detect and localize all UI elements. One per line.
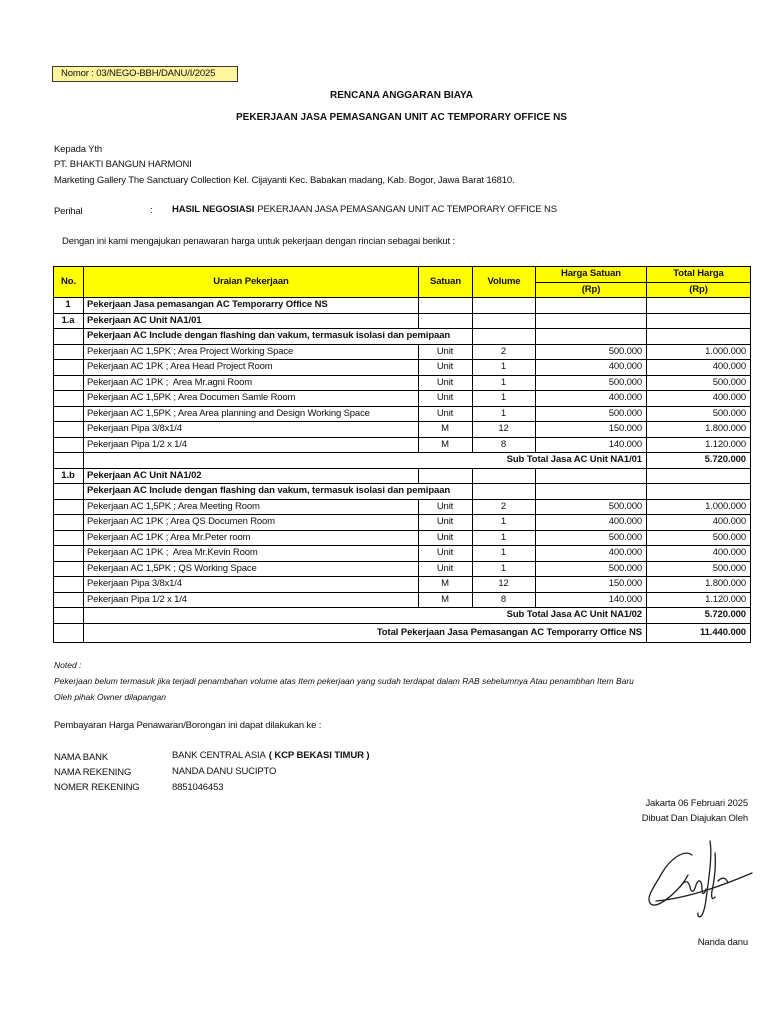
bank-name: BANK CENTRAL ASIA <box>172 750 266 761</box>
subject-highlight: HASIL NEGOSIASI <box>172 204 255 215</box>
empty-cell <box>54 422 84 438</box>
item-unit-price: 400.000 <box>536 515 647 531</box>
group-row <box>54 313 751 329</box>
empty-cell <box>54 623 84 642</box>
recipient-address: Marketing Gallery The Sanctuary Collection Kel. Cijayanti Kec. Babakan madang, Kab. Bogor, Jawa Barat 16810. <box>54 175 515 186</box>
document-title: RENCANA ANGGARAN BIAYA <box>330 90 473 101</box>
col-header-unit: Satuan <box>419 267 473 298</box>
item-description: Pekerjaan Pipa 1/2 x 1/4 <box>84 592 419 608</box>
item-row <box>54 515 751 531</box>
account-name: NANDA DANU SUCIPTO <box>172 766 277 777</box>
empty-cell <box>54 484 84 500</box>
item-unit: Unit <box>419 344 473 360</box>
item-unit-price: 150.000 <box>536 422 647 438</box>
item-total-price: 500.000 <box>647 375 751 391</box>
col-header-total-price: Total Harga <box>647 267 751 283</box>
empty-cell <box>54 344 84 360</box>
item-unit: Unit <box>419 546 473 562</box>
empty-cell <box>473 313 536 329</box>
col-header-volume: Volume <box>473 267 536 298</box>
empty-cell <box>54 546 84 562</box>
subtotal-row <box>54 453 751 469</box>
item-unit-price: 500.000 <box>536 561 647 577</box>
subject-value <box>172 204 557 216</box>
item-total-price: 1.000.000 <box>647 344 751 360</box>
item-row <box>54 561 751 577</box>
item-total-price: 400.000 <box>647 515 751 531</box>
col-header-no: No. <box>54 267 84 298</box>
item-unit-price: 140.000 <box>536 592 647 608</box>
empty-cell <box>419 298 473 314</box>
item-volume: 12 <box>473 422 536 438</box>
empty-cell <box>473 468 536 484</box>
item-unit-price: 500.000 <box>536 344 647 360</box>
subtotal-label: Sub Total Jasa AC Unit NA1/01 <box>84 453 647 469</box>
group-no: 1.b <box>54 468 84 484</box>
document-number-box <box>52 66 238 82</box>
empty-cell <box>54 329 84 345</box>
group-note-row <box>54 329 751 345</box>
item-row <box>54 530 751 546</box>
cost-estimate-table <box>53 266 751 643</box>
section-no: 1 <box>54 298 84 314</box>
notes-label: Noted : <box>54 660 82 670</box>
item-unit: Unit <box>419 561 473 577</box>
item-unit-price: 500.000 <box>536 499 647 515</box>
group-title: Pekerjaan AC Unit NA1/01 <box>84 313 419 329</box>
empty-cell <box>419 313 473 329</box>
group-title: Pekerjaan AC Unit NA1/02 <box>84 468 419 484</box>
item-volume: 8 <box>473 592 536 608</box>
bank-label: NAMA BANK <box>54 752 109 763</box>
col-header-unit-price: Harga Satuan <box>536 267 647 283</box>
item-unit-price: 500.000 <box>536 406 647 422</box>
item-total-price: 1.800.000 <box>647 422 751 438</box>
item-volume: 1 <box>473 546 536 562</box>
empty-cell <box>54 530 84 546</box>
item-description: Pekerjaan AC 1,5PK ; Area Area planning and Design Working Space <box>84 406 419 422</box>
group-note-row <box>54 484 751 500</box>
col-header-total-price-currency: (Rp) <box>647 282 751 298</box>
empty-cell <box>54 453 84 469</box>
empty-cell <box>473 298 536 314</box>
subtotal-value: 5.720.000 <box>647 453 751 469</box>
item-volume: 2 <box>473 499 536 515</box>
item-unit-price: 400.000 <box>536 546 647 562</box>
signature-stroke <box>649 853 692 905</box>
item-unit: M <box>419 422 473 438</box>
item-volume: 1 <box>473 375 536 391</box>
item-row <box>54 375 751 391</box>
payment-intro: Pembayaran Harga Penawaran/Borongan ini dapat dilakukan ke : <box>54 720 322 731</box>
recipient-salutation: Kepada Yth <box>54 144 102 155</box>
account-number-label: NOMER REKENING <box>54 782 140 793</box>
item-total-price: 1.000.000 <box>647 499 751 515</box>
item-total-price: 1.120.000 <box>647 437 751 453</box>
item-row <box>54 391 751 407</box>
item-unit-price: 400.000 <box>536 391 647 407</box>
col-header-unit-price-currency: (Rp) <box>536 282 647 298</box>
empty-cell <box>647 484 751 500</box>
subtotal-value: 5.720.000 <box>647 608 751 624</box>
subject-separator: : <box>150 205 153 216</box>
empty-cell <box>54 437 84 453</box>
item-row <box>54 344 751 360</box>
empty-cell <box>536 468 647 484</box>
item-volume: 1 <box>473 391 536 407</box>
empty-cell <box>419 468 473 484</box>
item-volume: 1 <box>473 406 536 422</box>
empty-cell <box>54 375 84 391</box>
item-unit-price: 150.000 <box>536 577 647 593</box>
empty-cell <box>54 561 84 577</box>
item-total-price: 500.000 <box>647 530 751 546</box>
empty-cell <box>54 592 84 608</box>
bank-branch: ( KCP BEKASI TIMUR ) <box>268 750 370 761</box>
signature-stroke <box>698 841 711 917</box>
item-total-price: 500.000 <box>647 406 751 422</box>
empty-cell <box>54 499 84 515</box>
item-total-price: 500.000 <box>647 561 751 577</box>
item-description: Pekerjaan AC 1PK ; Area QS Documen Room <box>84 515 419 531</box>
signature-stroke <box>712 853 716 899</box>
item-total-price: 400.000 <box>647 360 751 376</box>
empty-cell <box>647 468 751 484</box>
item-volume: 12 <box>473 577 536 593</box>
section-row <box>54 298 751 314</box>
empty-cell <box>54 577 84 593</box>
notes-line: Oleh pihak Owner dilapangan <box>54 692 166 702</box>
item-unit: Unit <box>419 360 473 376</box>
item-unit-price: 140.000 <box>536 437 647 453</box>
empty-cell <box>54 391 84 407</box>
col-header-description: Uraian Pekerjaan <box>84 267 419 298</box>
item-unit: Unit <box>419 515 473 531</box>
item-unit: Unit <box>419 391 473 407</box>
item-description: Pekerjaan AC 1,5PK ; Area Project Working Space <box>84 344 419 360</box>
item-description: Pekerjaan AC 1PK ; Area Mr.Kevin Room <box>84 546 419 562</box>
empty-cell <box>54 360 84 376</box>
item-description: Pekerjaan Pipa 3/8x1/4 <box>84 577 419 593</box>
section-description: Pekerjaan Jasa pemasangan AC Temporarry Office NS <box>84 298 419 314</box>
item-description: Pekerjaan Pipa 1/2 x 1/4 <box>84 437 419 453</box>
submitted-by: Dibuat Dan Diajukan Oleh <box>641 813 748 824</box>
item-row <box>54 499 751 515</box>
notes-line: Pekerjaan belum termasuk jika terjadi penambahan volume atas Item pekerjaan yang sudah terdapat dalam RAB sebelumnya Atau penambhan Item Baru <box>54 676 634 686</box>
item-volume: 2 <box>473 344 536 360</box>
subject-text: PEKERJAAN JASA PEMASANGAN UNIT AC TEMPORARY OFFICE NS <box>257 204 557 215</box>
grand-total-label: Total Pekerjaan Jasa Pemasangan AC Temporarry Office NS <box>84 623 647 642</box>
empty-cell <box>536 298 647 314</box>
item-unit: M <box>419 437 473 453</box>
subtotal-label: Sub Total Jasa AC Unit NA1/02 <box>84 608 647 624</box>
item-volume: 1 <box>473 515 536 531</box>
item-row <box>54 546 751 562</box>
item-row <box>54 360 751 376</box>
item-description: Pekerjaan AC 1PK ; Area Mr.agni Room <box>84 375 419 391</box>
item-unit: Unit <box>419 499 473 515</box>
item-unit: M <box>419 577 473 593</box>
empty-cell <box>647 313 751 329</box>
item-unit-price: 400.000 <box>536 360 647 376</box>
item-volume: 8 <box>473 437 536 453</box>
document-subtitle: PEKERJAAN JASA PEMASANGAN UNIT AC TEMPORARY OFFICE NS <box>236 112 567 123</box>
subject-label: Perihal <box>54 206 83 217</box>
account-number: 8851046453 <box>172 782 224 793</box>
grand-total-row <box>54 623 751 642</box>
bank-value <box>172 750 369 762</box>
item-total-price: 400.000 <box>647 391 751 407</box>
empty-cell <box>647 329 751 345</box>
document-number: Nomor : 03/NEGO-BBH/DANU/I/2025 <box>61 68 216 79</box>
empty-cell <box>54 608 84 624</box>
item-description: Pekerjaan AC 1,5PK ; Area Documen Samle Room <box>84 391 419 407</box>
place-date: Jakarta 06 Februari 2025 <box>645 798 748 809</box>
empty-cell <box>536 313 647 329</box>
item-unit: M <box>419 592 473 608</box>
signature-stroke <box>718 878 728 883</box>
item-unit-price: 500.000 <box>536 530 647 546</box>
table-header-row <box>54 267 751 283</box>
intro-text: Dengan ini kami mengajukan penawaran harga untuk pekerjaan dengan rincian sebagai berikut : <box>62 236 456 247</box>
item-total-price: 1.120.000 <box>647 592 751 608</box>
item-row <box>54 577 751 593</box>
empty-cell <box>54 406 84 422</box>
item-row <box>54 406 751 422</box>
item-unit-price: 500.000 <box>536 375 647 391</box>
item-volume: 1 <box>473 360 536 376</box>
item-description: Pekerjaan AC 1PK ; Area Mr.Peter room <box>84 530 419 546</box>
item-volume: 1 <box>473 530 536 546</box>
recipient-company: PT. BHAKTI BANGUN HARMONI <box>54 159 192 170</box>
item-unit: Unit <box>419 530 473 546</box>
item-total-price: 1.800.000 <box>647 577 751 593</box>
group-note: Pekerjaan AC Include dengan flashing dan vakum, termasuk isolasi dan pemipaan <box>84 329 473 345</box>
item-row <box>54 437 751 453</box>
item-unit: Unit <box>419 406 473 422</box>
empty-cell <box>54 515 84 531</box>
signature-image <box>640 835 755 925</box>
group-no: 1.a <box>54 313 84 329</box>
grand-total-value: 11.440.000 <box>647 623 751 642</box>
subtotal-row <box>54 608 751 624</box>
item-volume: 1 <box>473 561 536 577</box>
item-row <box>54 592 751 608</box>
signatory-name: Nanda danu <box>697 937 748 948</box>
account-name-label: NAMA REKENING <box>54 767 132 778</box>
item-description: Pekerjaan AC 1,5PK ; QS Working Space <box>84 561 419 577</box>
item-total-price: 400.000 <box>647 546 751 562</box>
item-row <box>54 422 751 438</box>
empty-cell <box>647 298 751 314</box>
empty-cell <box>536 329 647 345</box>
empty-cell <box>536 484 647 500</box>
empty-cell <box>473 484 536 500</box>
item-unit: Unit <box>419 375 473 391</box>
item-description: Pekerjaan AC 1PK ; Area Head Project Room <box>84 360 419 376</box>
group-note: Pekerjaan AC Include dengan flashing dan vakum, termasuk isolasi dan pemipaan <box>84 484 473 500</box>
item-description: Pekerjaan Pipa 3/8x1/4 <box>84 422 419 438</box>
item-description: Pekerjaan AC 1,5PK ; Area Meeting Room <box>84 499 419 515</box>
empty-cell <box>473 329 536 345</box>
group-row <box>54 468 751 484</box>
